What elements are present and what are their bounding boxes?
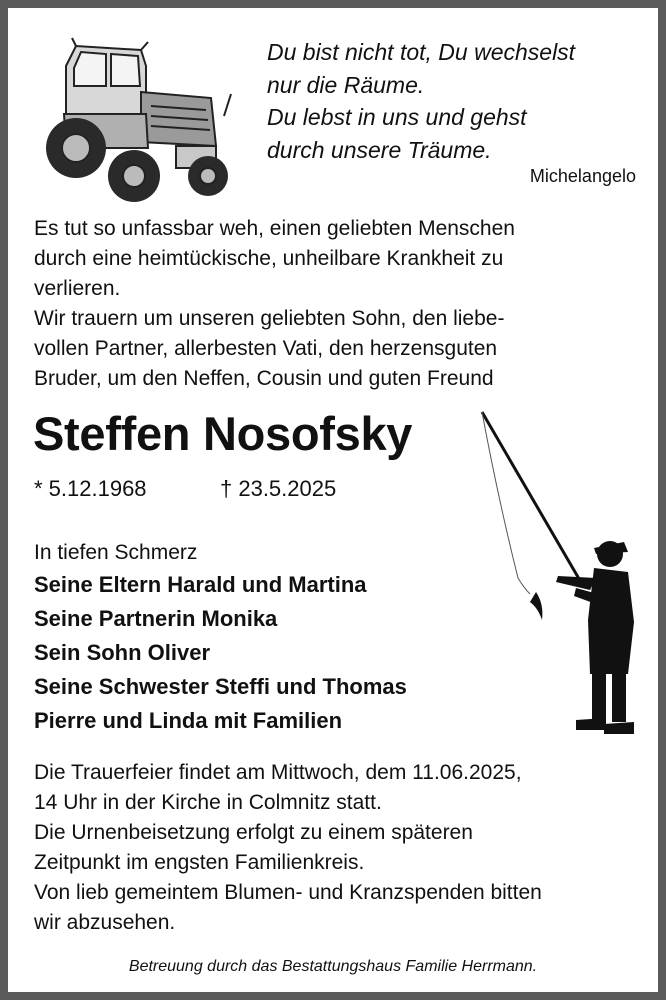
- deceased-name: Steffen Nosofsky: [33, 407, 413, 460]
- funeral-home-footer: Betreuung durch das Bestattungshaus Familie Herrmann.: [128, 958, 538, 975]
- info-line: Die Trauerfeier findet am Mittwoch, dem 11.06.2025,: [34, 761, 522, 784]
- mourner-line: Seine Partnerin Monika: [34, 606, 278, 631]
- angler-silhouette: [478, 408, 638, 738]
- quote-line: nur die Räume.: [267, 71, 425, 98]
- death-date: † 23.5.2025: [220, 476, 337, 501]
- info-line: 14 Uhr in der Kirche in Colmnitz statt.: [34, 791, 382, 814]
- intro-text: [34, 214, 515, 394]
- info-line: Die Urnenbeisetzung erfolgt zu einem späteren: [34, 821, 473, 844]
- intro-line: Wir trauern um unseren geliebten Sohn, den liebe-: [34, 307, 505, 330]
- intro-line: vollen Partner, allerbesten Vati, den herzensguten: [34, 337, 498, 360]
- quote-line: durch unsere Träume.: [267, 136, 492, 163]
- quote-author: Michelangelo: [529, 166, 636, 186]
- quote-line: Du bist nicht tot, Du wechselst: [267, 39, 576, 65]
- birth-date: * 5.12.1968: [34, 476, 147, 501]
- mourner-line: Seine Schwester Steffi und Thomas: [34, 674, 407, 699]
- mourner-line: Seine Eltern Harald und Martina: [34, 572, 367, 597]
- intro-line: durch eine heimtückische, unheilbare Krankheit zu: [34, 247, 504, 270]
- mourner-line: Pierre und Linda mit Familien: [34, 708, 343, 733]
- quote-line: Du lebst in uns und gehst: [267, 104, 527, 130]
- mourner-line: Sein Sohn Oliver: [34, 640, 211, 665]
- quote-block: [267, 36, 575, 166]
- obituary-card: [8, 8, 658, 992]
- info-line: Von lieb gemeintem Blumen- und Kranzspenden bitten: [34, 881, 542, 904]
- intro-line: verlieren.: [34, 277, 121, 300]
- info-line: Zeitpunkt im engsten Familienkreis.: [34, 851, 365, 874]
- tractor-illustration: [36, 36, 236, 208]
- intro-line: Bruder, um den Neffen, Cousin und guten Freund: [34, 367, 494, 390]
- intro-line: Es tut so unfassbar weh, einen geliebten Menschen: [34, 217, 515, 240]
- funeral-info: [34, 758, 542, 938]
- mourners-intro: In tiefen Schmerz: [34, 541, 198, 564]
- info-line: wir abzusehen.: [34, 911, 176, 934]
